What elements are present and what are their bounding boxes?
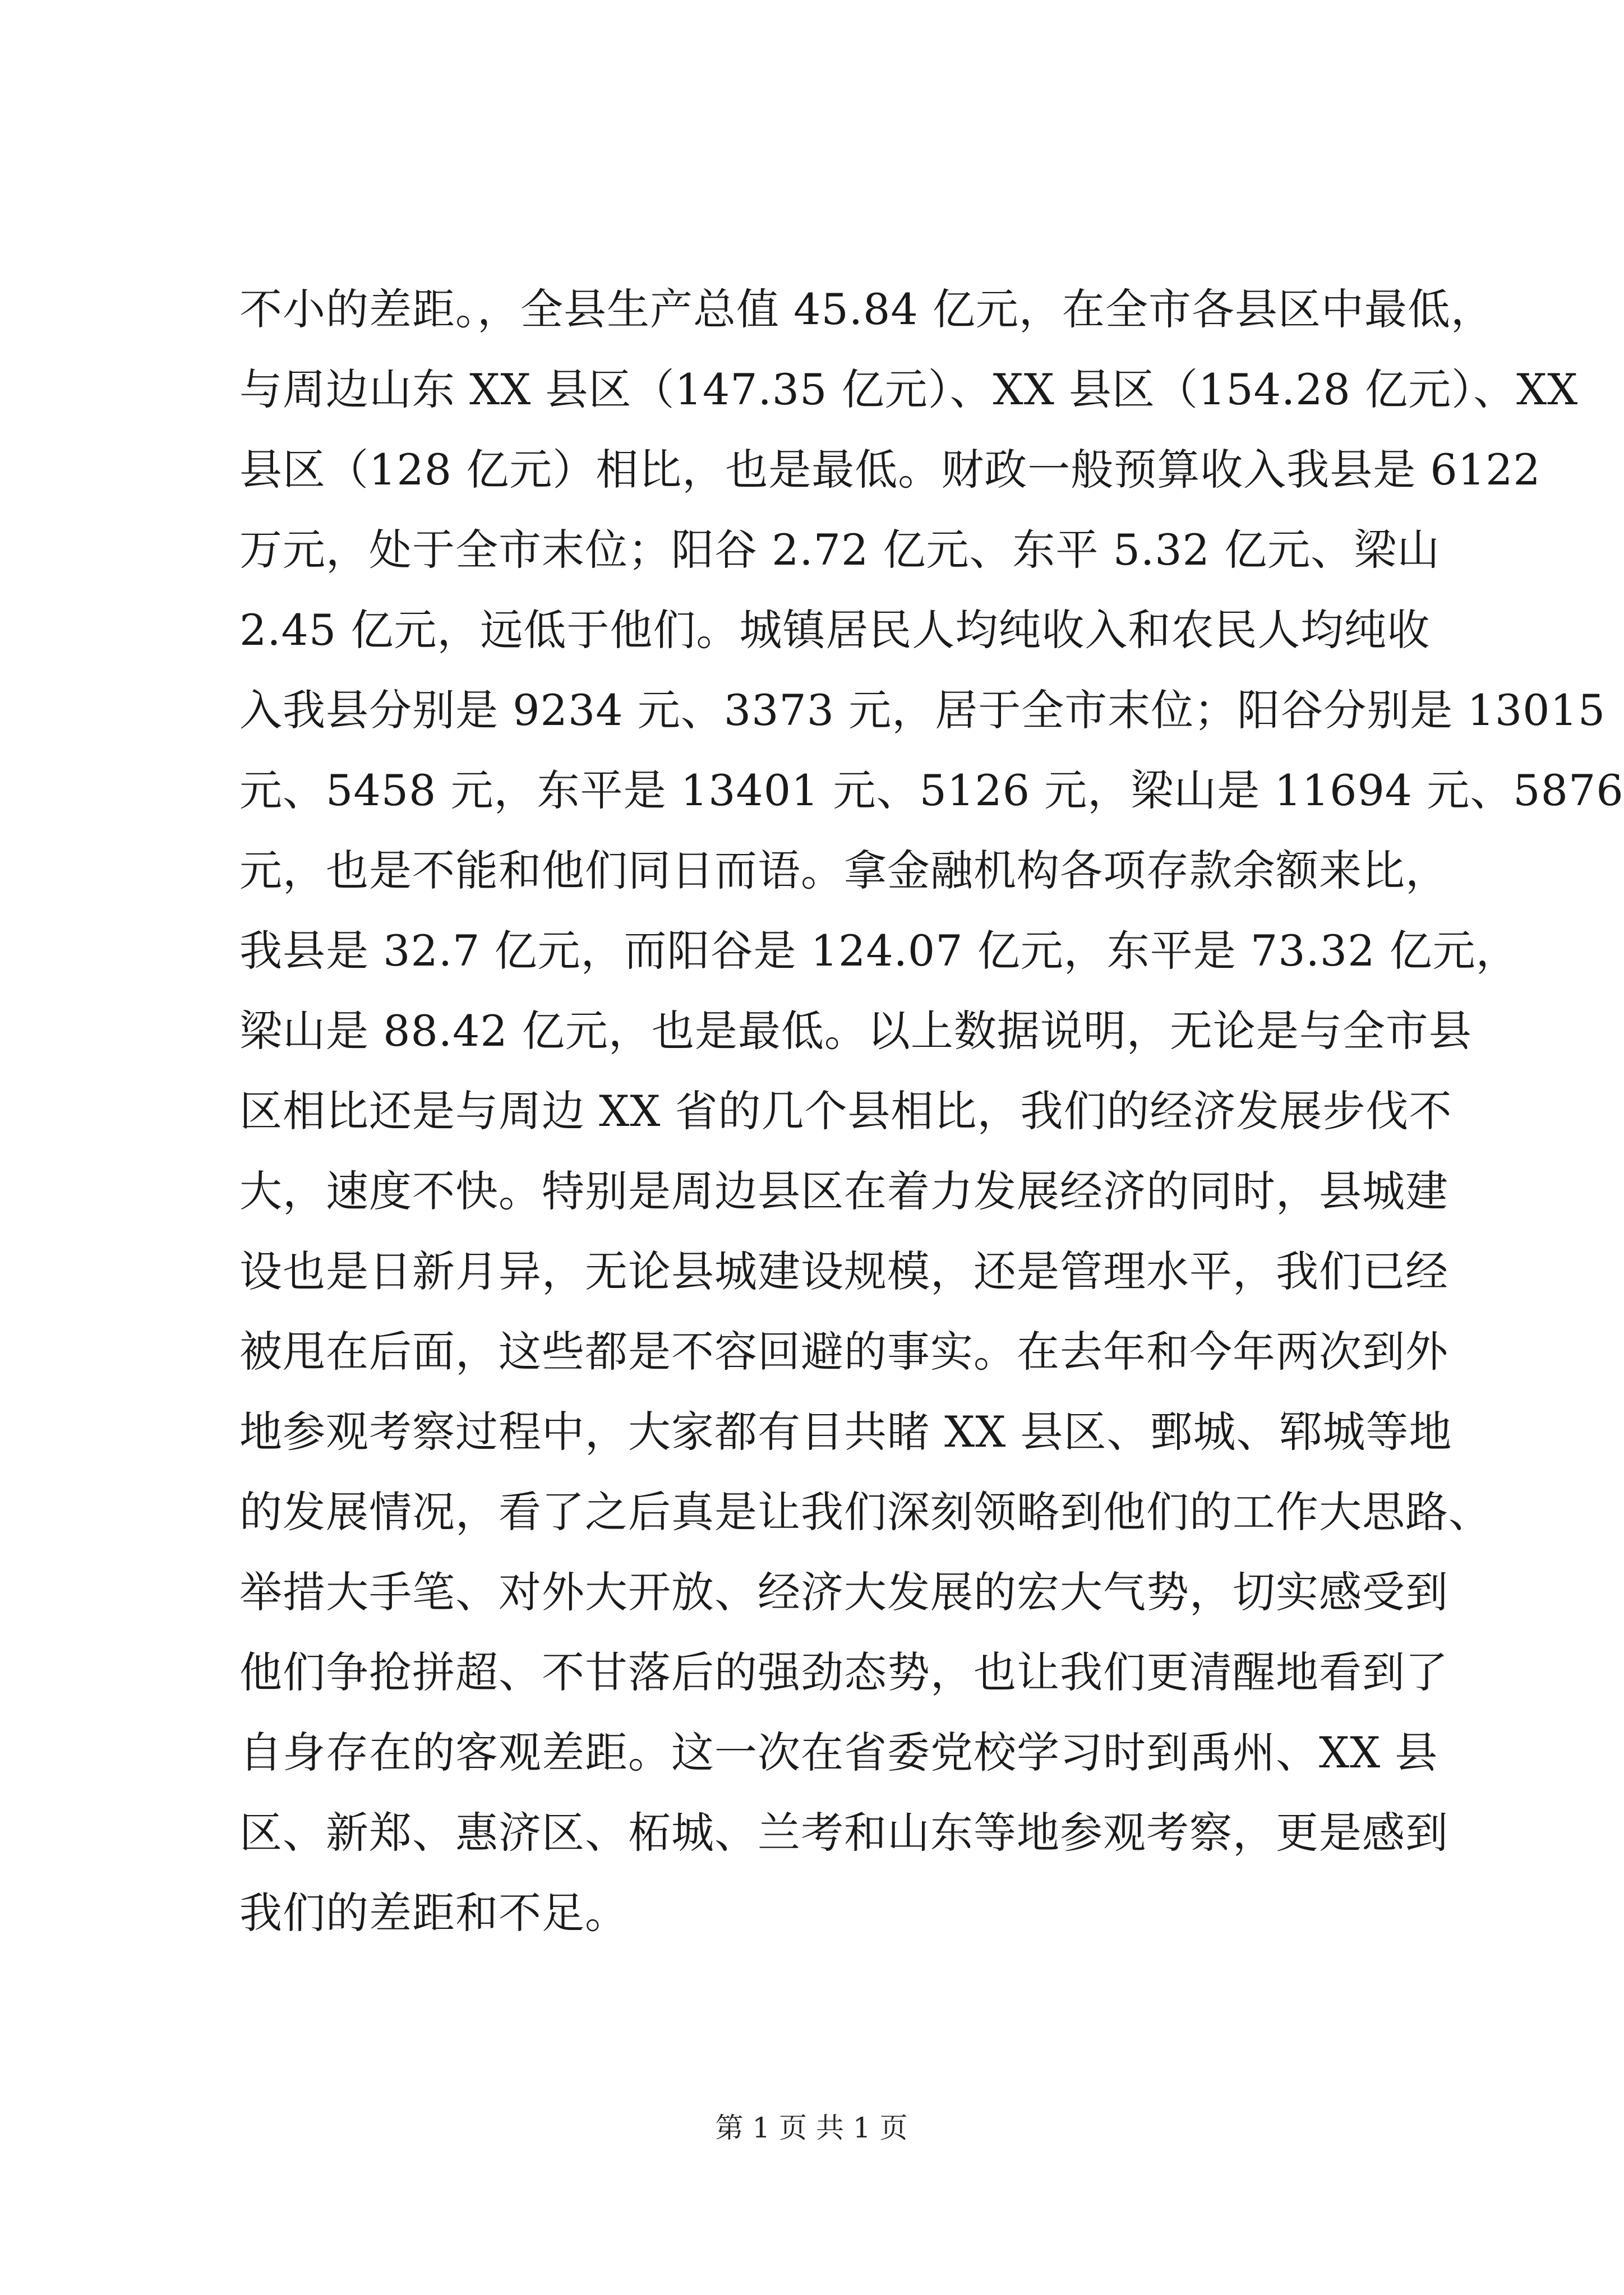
text-line: 的发展情况，看了之后真是让我们深刻领略到他们的工作大思路、 (239, 1487, 1492, 1537)
text-line: 自身存在的客观差距。这一次在省委党校学习时到禹州、XX 县 (239, 1728, 1438, 1777)
page-footer (0, 2108, 1623, 2148)
text-line: 梁山是 88.42 亿元，也是最低。以上数据说明，无论是与全市县 (239, 1006, 1472, 1056)
text-line: 县区（128 亿元）相比，也是最低。财政一般预算收入我县是 6122 (239, 445, 1541, 495)
text-line: 设也是日新月异，无论县城建设规模，还是管理水平，我们已经 (239, 1246, 1448, 1296)
text-line: 举措大手笔、对外大开放、经济大发展的宏大气势，切实感受到 (239, 1567, 1448, 1617)
page-number-label: 第 1 页 共 1 页 (715, 2112, 908, 2144)
text-line: 被甩在后面，这些都是不容回避的事实。在去年和今年两次到外 (239, 1327, 1448, 1377)
text-line: 地参观考察过程中，大家都有目共睹 XX 县区、鄄城、郓城等地 (239, 1407, 1452, 1457)
text-line: 入我县分别是 9234 元、3373 元，居于全市末位；阳谷分别是 13015 (239, 685, 1606, 735)
text-line: 不小的差距。，全县生产总值 45.84 亿元，在全市各县区中最低， (239, 284, 1494, 334)
text-line: 我们的差距和不足。 (239, 1888, 628, 1938)
text-line: 元，也是不能和他们同日而语。拿金融机构各项存款余额来比， (239, 846, 1448, 895)
text-line: 与周边山东 XX 县区（147.35 亿元）、XX 县区（154.28 亿元）、XX (239, 364, 1579, 414)
text-line: 元、5458 元，东平是 13401 元、5126 元，梁山是 11694 元、5876 (239, 765, 1624, 815)
text-line: 区相比还是与周边 XX 省的几个县相比，我们的经济发展步伐不 (239, 1086, 1452, 1136)
body-paragraph (239, 269, 1624, 1953)
text-line: 2.45 亿元，远低于他们。城镇居民人均纯收入和农民人均纯收 (239, 605, 1431, 655)
text-line: 区、新郑、惠济区、柘城、兰考和山东等地参观考察，更是感到 (239, 1808, 1448, 1858)
text-line: 万元，处于全市末位；阳谷 2.72 亿元、东平 5.32 亿元、梁山 (239, 525, 1441, 575)
text-line: 他们争抢拼超、不甘落后的强劲态势，也让我们更清醒地看到了 (239, 1647, 1448, 1697)
text-line: 大，速度不快。特别是周边县区在着力发展经济的同时，县城建 (239, 1166, 1448, 1216)
text-line: 我县是 32.7 亿元，而阳谷是 124.07 亿元，东平是 73.32 亿元， (239, 926, 1519, 976)
